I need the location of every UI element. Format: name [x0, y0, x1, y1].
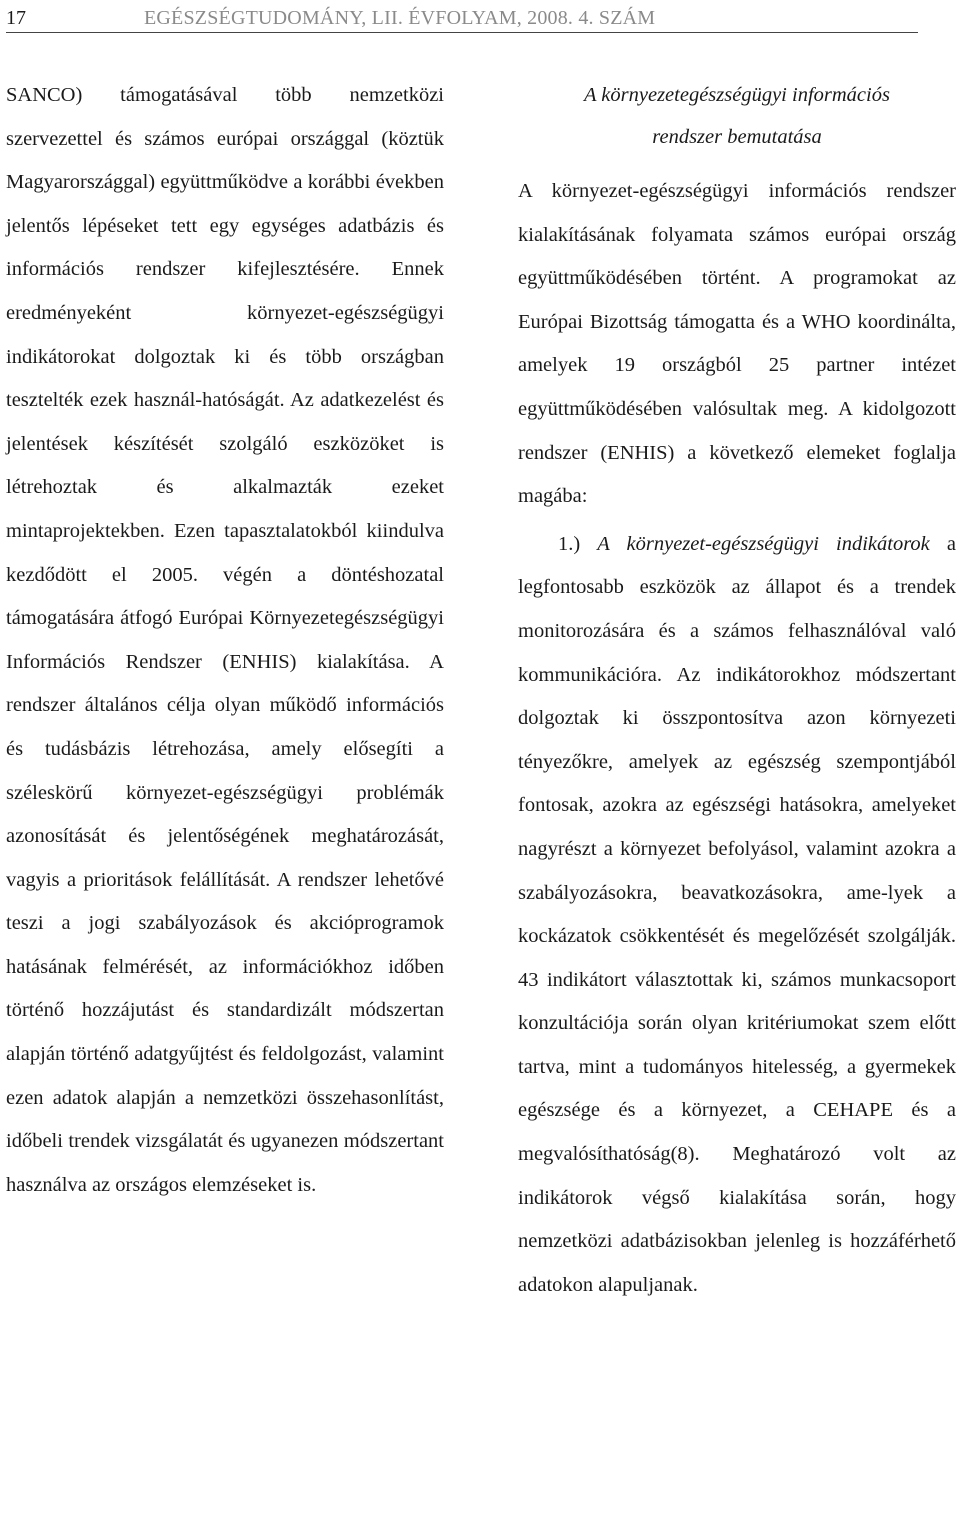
list-item-text: a legfontosabb eszközök az állapot és a trendek monitorozására és a számos felhasználóval való kommunikációra. Az indikátorokhoz módszertant dolgoztak ki összpontosítva azon környezeti tényezőkre, amelyek az egészség szempontjából fontosak, azokra az egészségi hatásokra, amelyeket nagyrészt a környezet befolyásol, valamint azokra a szabályozásokra, beavatkozásokra, ame-lyek a kockázatok csökkentését és megelőzését szolgálják. 43 indikátort választottak ki, számos munkacsoport konzultációja során olyan kritériumokat szem előtt tartva, mint a tudományos hitelesség, a gyermekek egészsége és a környezet, a CEHAPE és a megvalósíthatóság(8). Meghatározó volt az indikátorok végső kialakítása során, hogy nemzetközi adatbázisokban jelenleg is hozzáférhető adatokon alapuljanak.	[518, 532, 956, 1296]
list-item-emphasis: A környezet-egészségügyi indikátorok	[597, 532, 930, 555]
left-paragraph: SANCO) támogatásával több nemzetközi szervezettel és számos európai országgal (köztük Magyarországgal) együttműködve a korábbi években jelentős lépéseket tett egy egységes adatbázis és információs rendszer kifejlesztésére. Ennek eredményeként környezet-egészségügyi indikátorokat dolgoztak ki és több országban tesztelték ezek használ-hatóságát. Az adatkezelést és jelentések készítését szolgáló eszközöket is létrehoztak és alkalmazták ezeket mintaprojektekben. Ezen tapasztalatokból kiindulva kezdődött el 2005. végén a döntéshozatal támogatására átfogó Európai Környezetegészségügyi Információs Rendszer (ENHIS) kialakítása. A rendszer általános célja olyan működő információs és tudásbázis létrehozása, amely elősegíti a széleskörű környezet-egészségügyi problémák azonosítását és jelentőségének meghatározását, vagyis a prioritások felállítását. A rendszer lehetővé teszi a jogi szabályozások és akcióprogramok hatásának felmérését, az információkhoz időben történő hozzájutást és standardizált módszertan alapján történő adatgyűjtést és feldolgozást, valamint ezen adatok alapján a nemzetközi összehasonlítást, időbeli trendek vizsgálatát és ugyanezen módszertant használva az országos elemzéseket is.	[6, 84, 444, 1196]
left-column	[6, 74, 444, 1207]
section-heading	[518, 74, 956, 158]
list-item-number: 1.)	[558, 532, 581, 555]
list-item	[518, 523, 956, 1308]
running-title: EGÉSZSÉGTUDOMÁNY, LII. ÉVFOLYAM, 2008. 4. SZÁM	[144, 7, 656, 29]
section-heading-line-1: A környezetegészségügyi információs	[584, 84, 890, 106]
page-header	[6, 6, 918, 33]
right-column	[518, 74, 956, 1307]
section-heading-line-2: rendszer bemutatása	[652, 126, 822, 148]
page-number: 17	[6, 7, 26, 29]
right-paragraph: A környezet-egészségügyi információs rendszer kialakításának folyamata számos európai ország együttműködésében történt. A programokat az Európai Bizottság támogatta és a WHO koordinálta, amelyek 19 országból 25 partner intézet együttműködésében valósultak meg. A kidolgozott rendszer (ENHIS) a következő elemeket foglalja magába:	[518, 180, 956, 508]
